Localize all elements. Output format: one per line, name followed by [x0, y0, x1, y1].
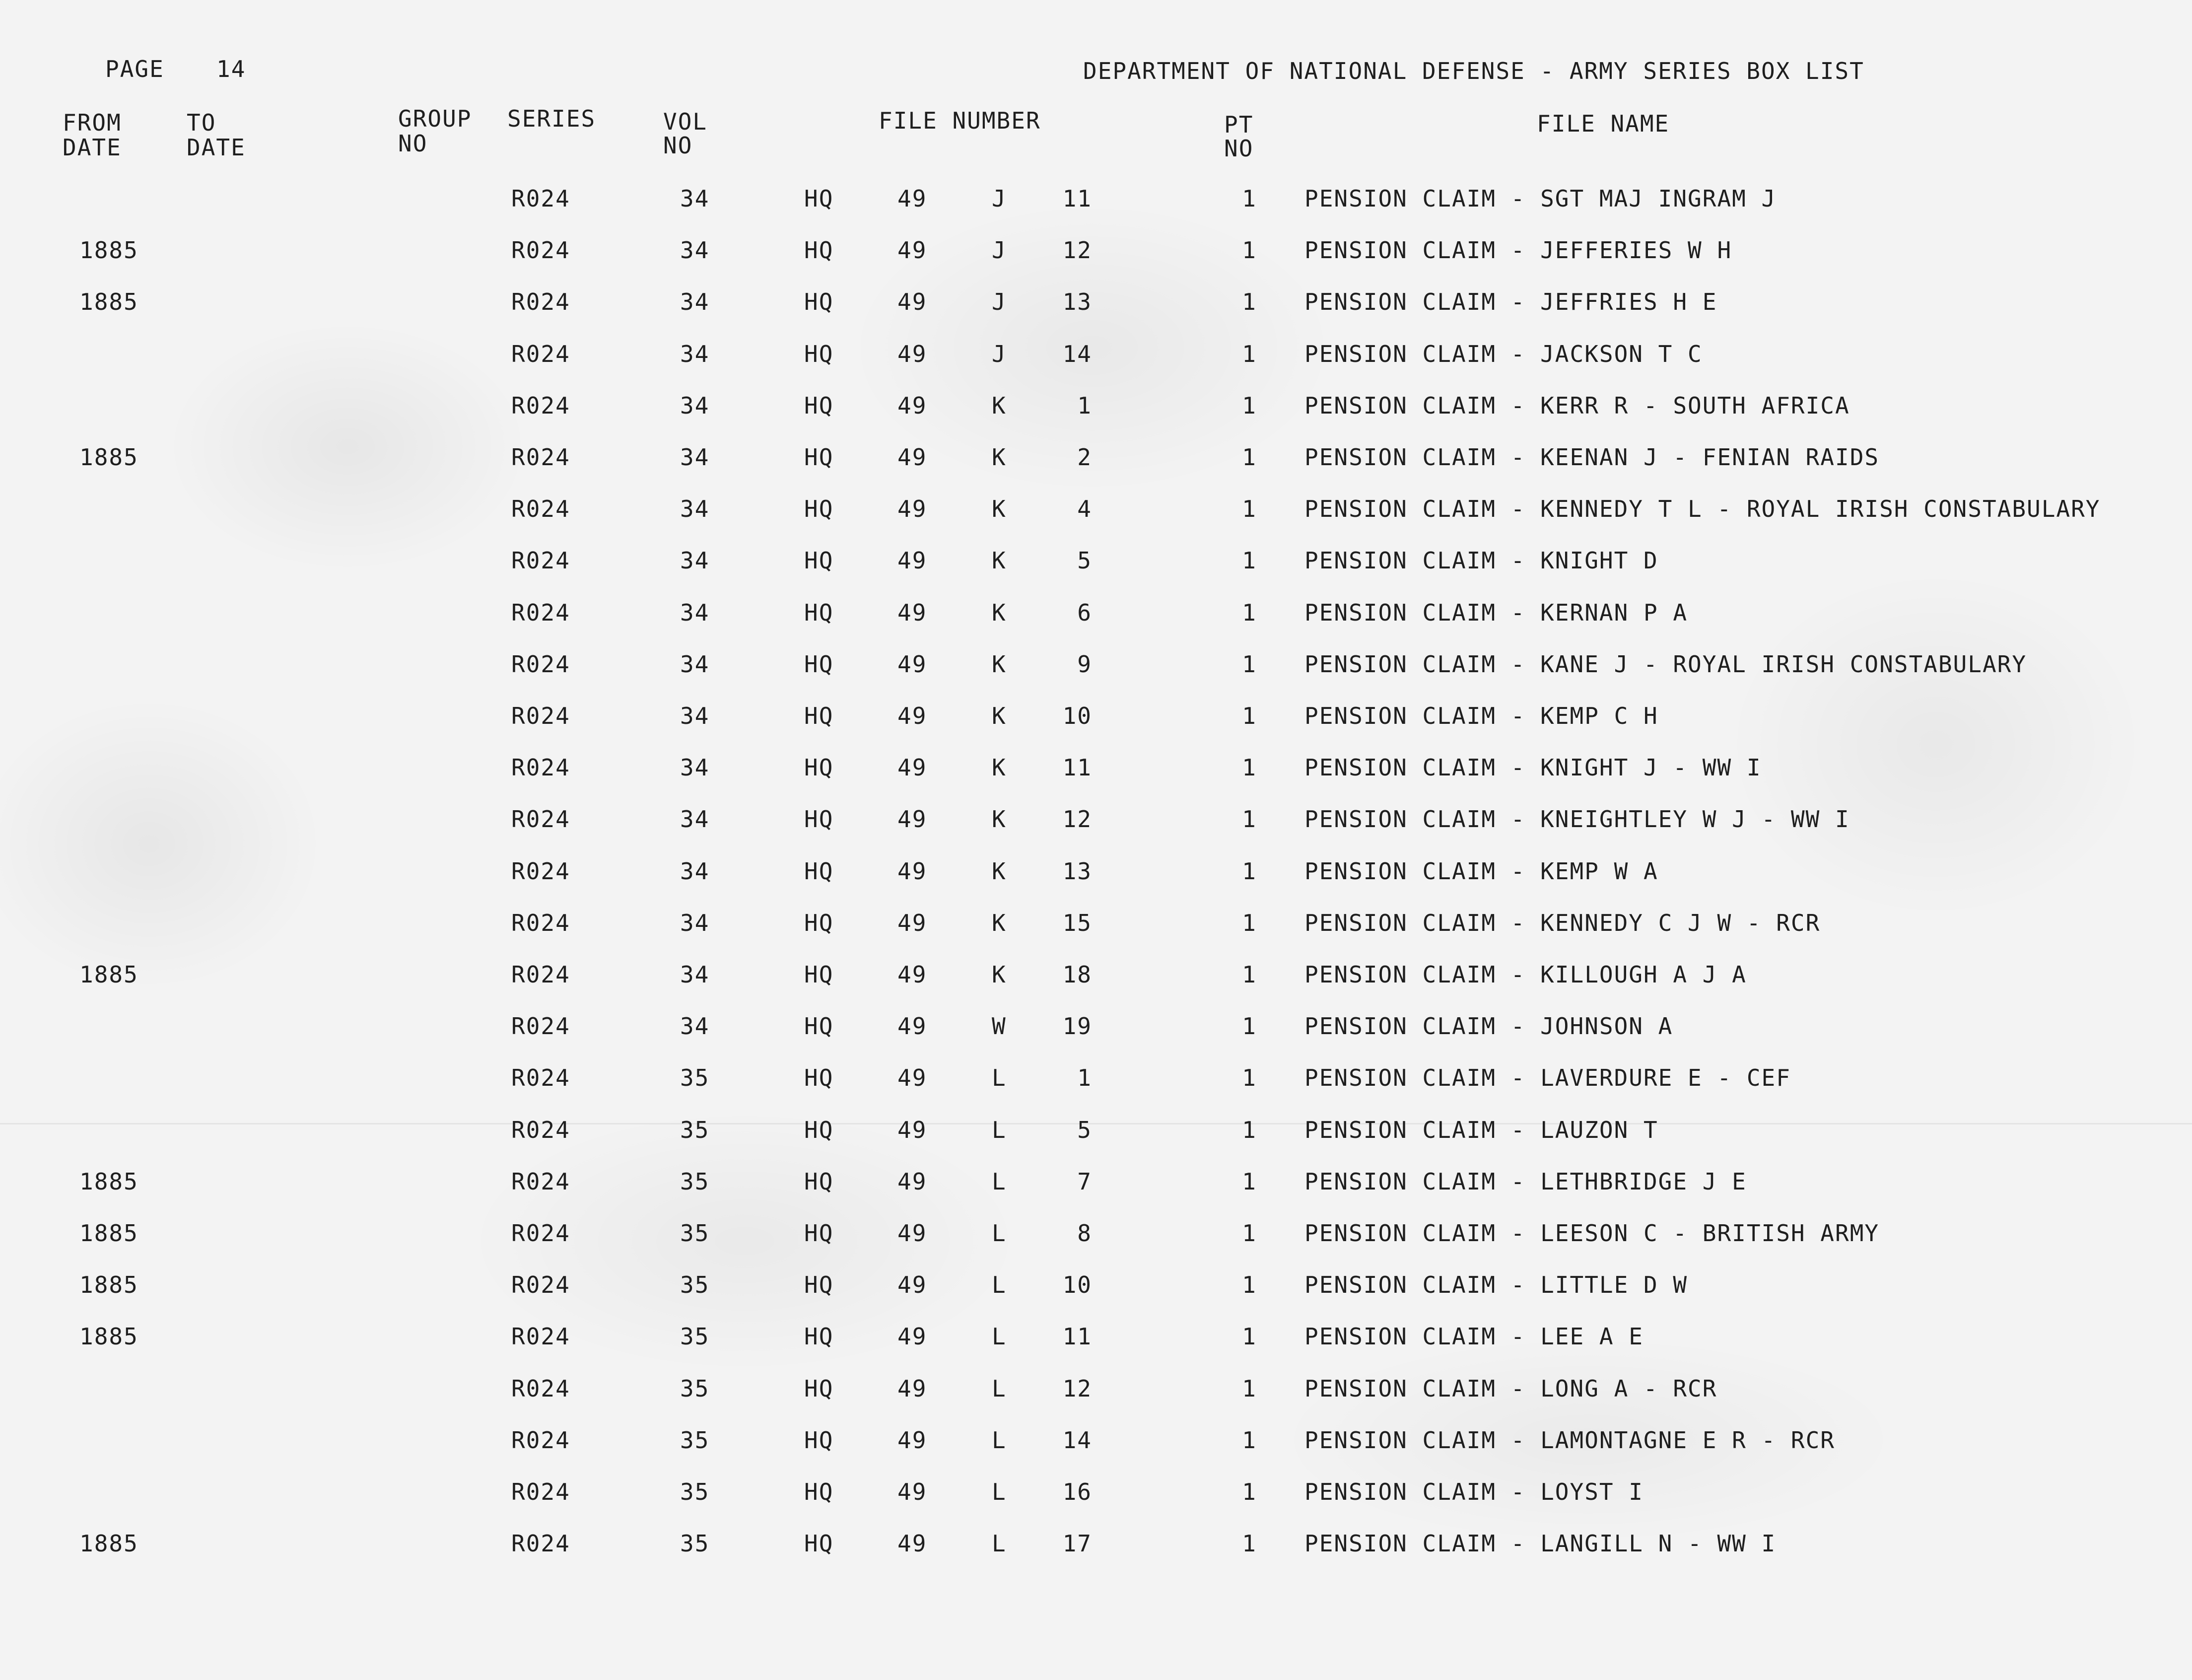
series-cell: R024 [511, 1271, 570, 1299]
file-name-cell: PENSION CLAIM - LONG A - RCR [1304, 1375, 1717, 1402]
table-row [0, 805, 2192, 835]
vol-no-cell: 35 [680, 1323, 710, 1350]
file-group-cell: 49 [897, 495, 927, 523]
file-prefix-cell: HQ [804, 1220, 834, 1247]
file-prefix-cell: HQ [804, 185, 834, 212]
file-name-cell: PENSION CLAIM - LANGILL N - WW I [1304, 1530, 1777, 1557]
pt-no-cell: 1 [1242, 1323, 1257, 1350]
file-seq-cell: 12 [1062, 1375, 1092, 1402]
file-seq-cell: 5 [1077, 547, 1092, 574]
vol-no-cell: 35 [680, 1478, 710, 1505]
pt-no-cell: 1 [1242, 599, 1257, 626]
table-row [0, 961, 2192, 990]
file-name-cell: PENSION CLAIM - KNIGHT J - WW I [1304, 754, 1762, 781]
file-seq-cell: 9 [1077, 650, 1092, 678]
file-name-cell: PENSION CLAIM - LITTLE D W [1304, 1271, 1688, 1299]
file-prefix-cell: HQ [804, 857, 834, 885]
table-row [0, 1375, 2192, 1404]
table-row [0, 1064, 2192, 1094]
file-letter-cell: K [992, 444, 1007, 471]
file-seq-cell: 11 [1062, 185, 1092, 212]
series-cell: R024 [511, 702, 570, 729]
file-name-cell: PENSION CLAIM - LEE A E [1304, 1323, 1644, 1350]
file-letter-cell: L [992, 1220, 1007, 1247]
vol-no-cell: 34 [680, 340, 710, 367]
file-group-cell: 49 [897, 1116, 927, 1143]
table-row [0, 185, 2192, 214]
vol-no-cell: 35 [680, 1116, 710, 1143]
file-seq-cell: 13 [1062, 857, 1092, 885]
file-group-cell: 49 [897, 185, 927, 212]
file-name-cell: PENSION CLAIM - KEMP C H [1304, 702, 1658, 729]
file-name-cell: PENSION CLAIM - JEFFRIES H E [1304, 288, 1717, 316]
file-prefix-cell: HQ [804, 1271, 834, 1299]
file-letter-cell: K [992, 702, 1007, 729]
series-cell: R024 [511, 288, 570, 316]
file-group-cell: 49 [897, 1013, 927, 1040]
table-row [0, 340, 2192, 370]
vol-no-cell: 34 [680, 237, 710, 264]
col-pt-no-line1: PT [1224, 111, 1254, 138]
pt-no-cell: 1 [1242, 1530, 1257, 1557]
vol-no-cell: 35 [680, 1271, 710, 1299]
table-row [0, 288, 2192, 318]
file-prefix-cell: HQ [804, 1013, 834, 1040]
file-letter-cell: L [992, 1064, 1007, 1092]
page-title: DEPARTMENT OF NATIONAL DEFENSE - ARMY SERIES BOX LIST [1083, 58, 1864, 84]
table-row [0, 1271, 2192, 1301]
from-date-cell: 1885 [79, 444, 138, 471]
file-letter-cell: K [992, 547, 1007, 574]
pt-no-cell: 1 [1242, 806, 1257, 833]
file-seq-cell: 5 [1077, 1116, 1092, 1143]
vol-no-cell: 34 [680, 1013, 710, 1040]
file-prefix-cell: HQ [804, 599, 834, 626]
file-seq-cell: 1 [1077, 1064, 1092, 1092]
vol-no-cell: 35 [680, 1530, 710, 1557]
table-row [0, 236, 2192, 266]
file-group-cell: 49 [897, 1271, 927, 1299]
table-row [0, 1012, 2192, 1042]
pt-no-cell: 1 [1242, 650, 1257, 678]
file-letter-cell: K [992, 754, 1007, 781]
file-letter-cell: J [992, 185, 1007, 212]
file-prefix-cell: HQ [804, 547, 834, 574]
pt-no-cell: 1 [1242, 1375, 1257, 1402]
file-letter-cell: K [992, 806, 1007, 833]
table-row [0, 392, 2192, 421]
file-group-cell: 49 [897, 650, 927, 678]
pt-no-cell: 1 [1242, 185, 1257, 212]
pt-no-cell: 1 [1242, 1013, 1257, 1040]
pt-no-cell: 1 [1242, 702, 1257, 729]
file-group-cell: 49 [897, 1530, 927, 1557]
file-prefix-cell: HQ [804, 702, 834, 729]
file-seq-cell: 14 [1062, 1426, 1092, 1454]
vol-no-cell: 34 [680, 702, 710, 729]
file-seq-cell: 18 [1062, 961, 1092, 988]
series-cell: R024 [511, 1064, 570, 1092]
series-cell: R024 [511, 806, 570, 833]
file-seq-cell: 10 [1062, 702, 1092, 729]
vol-no-cell: 35 [680, 1064, 710, 1092]
file-group-cell: 49 [897, 857, 927, 885]
file-name-cell: PENSION CLAIM - KERNAN P A [1304, 599, 1688, 626]
file-seq-cell: 16 [1062, 1478, 1092, 1505]
vol-no-cell: 34 [680, 857, 710, 885]
file-letter-cell: L [992, 1375, 1007, 1402]
file-letter-cell: K [992, 909, 1007, 936]
table-row [0, 857, 2192, 887]
table-row [0, 1530, 2192, 1559]
series-cell: R024 [511, 1013, 570, 1040]
series-cell: R024 [511, 185, 570, 212]
file-prefix-cell: HQ [804, 340, 834, 367]
file-letter-cell: L [992, 1426, 1007, 1454]
series-cell: R024 [511, 1323, 570, 1350]
page-label: PAGE [105, 56, 164, 82]
file-prefix-cell: HQ [804, 909, 834, 936]
file-group-cell: 49 [897, 1323, 927, 1350]
series-cell: R024 [511, 1116, 570, 1143]
col-file-name: FILE NAME [1537, 110, 1670, 137]
from-date-cell: 1885 [79, 1271, 138, 1299]
vol-no-cell: 34 [680, 547, 710, 574]
pt-no-cell: 1 [1242, 237, 1257, 264]
file-prefix-cell: HQ [804, 1116, 834, 1143]
table-row [0, 1168, 2192, 1197]
pt-no-cell: 1 [1242, 444, 1257, 471]
vol-no-cell: 34 [680, 288, 710, 316]
from-date-cell: 1885 [79, 1530, 138, 1557]
series-cell: R024 [511, 1530, 570, 1557]
file-name-cell: PENSION CLAIM - JOHNSON A [1304, 1013, 1673, 1040]
file-group-cell: 49 [897, 1478, 927, 1505]
series-cell: R024 [511, 444, 570, 471]
page-number: 14 [216, 56, 246, 82]
from-date-cell: 1885 [79, 1168, 138, 1195]
vol-no-cell: 34 [680, 961, 710, 988]
pt-no-cell: 1 [1242, 754, 1257, 781]
file-letter-cell: J [992, 340, 1007, 367]
file-letter-cell: K [992, 650, 1007, 678]
table-row [0, 599, 2192, 629]
file-seq-cell: 11 [1062, 754, 1092, 781]
col-group-no-line2: NO [398, 130, 428, 157]
pt-no-cell: 1 [1242, 495, 1257, 523]
file-name-cell: PENSION CLAIM - KERR R - SOUTH AFRICA [1304, 392, 1850, 419]
col-to-date-line1: TO [187, 109, 216, 136]
from-date-cell: 1885 [79, 288, 138, 316]
vol-no-cell: 34 [680, 185, 710, 212]
table-row [0, 754, 2192, 783]
table-row [0, 1323, 2192, 1352]
pt-no-cell: 1 [1242, 1116, 1257, 1143]
col-to-date-line2: DATE [187, 134, 246, 161]
file-letter-cell: J [992, 288, 1007, 316]
table-row [0, 547, 2192, 576]
from-date-cell: 1885 [79, 1323, 138, 1350]
file-group-cell: 49 [897, 702, 927, 729]
file-name-cell: PENSION CLAIM - JEFFERIES W H [1304, 237, 1732, 264]
file-seq-cell: 19 [1062, 1013, 1092, 1040]
file-name-cell: PENSION CLAIM - LOYST I [1304, 1478, 1644, 1505]
file-prefix-cell: HQ [804, 1168, 834, 1195]
file-seq-cell: 12 [1062, 806, 1092, 833]
file-prefix-cell: HQ [804, 444, 834, 471]
file-group-cell: 49 [897, 340, 927, 367]
file-group-cell: 49 [897, 392, 927, 419]
series-cell: R024 [511, 1478, 570, 1505]
file-seq-cell: 14 [1062, 340, 1092, 367]
file-name-cell: PENSION CLAIM - KEENAN J - FENIAN RAIDS [1304, 444, 1880, 471]
table-row [0, 1478, 2192, 1508]
file-name-cell: PENSION CLAIM - KENNEDY C J W - RCR [1304, 909, 1821, 936]
table-row [0, 495, 2192, 525]
pt-no-cell: 1 [1242, 1271, 1257, 1299]
file-prefix-cell: HQ [804, 1478, 834, 1505]
file-letter-cell: K [992, 392, 1007, 419]
file-group-cell: 49 [897, 806, 927, 833]
file-group-cell: 49 [897, 547, 927, 574]
col-pt-no-line2: NO [1224, 135, 1254, 162]
file-letter-cell: K [992, 857, 1007, 885]
vol-no-cell: 34 [680, 754, 710, 781]
file-seq-cell: 1 [1077, 392, 1092, 419]
file-prefix-cell: HQ [804, 1375, 834, 1402]
file-name-cell: PENSION CLAIM - KEMP W A [1304, 857, 1658, 885]
file-group-cell: 49 [897, 444, 927, 471]
series-cell: R024 [511, 1220, 570, 1247]
col-from-date-line1: FROM [63, 109, 122, 136]
pt-no-cell: 1 [1242, 340, 1257, 367]
series-cell: R024 [511, 857, 570, 885]
table-row [0, 1219, 2192, 1249]
pt-no-cell: 1 [1242, 1168, 1257, 1195]
file-prefix-cell: HQ [804, 237, 834, 264]
table-row [0, 650, 2192, 680]
file-group-cell: 49 [897, 754, 927, 781]
pt-no-cell: 1 [1242, 392, 1257, 419]
file-seq-cell: 6 [1077, 599, 1092, 626]
file-group-cell: 49 [897, 961, 927, 988]
file-letter-cell: J [992, 237, 1007, 264]
file-seq-cell: 7 [1077, 1168, 1092, 1195]
col-from-date-line2: DATE [63, 134, 122, 161]
file-seq-cell: 17 [1062, 1530, 1092, 1557]
pt-no-cell: 1 [1242, 1220, 1257, 1247]
file-prefix-cell: HQ [804, 392, 834, 419]
pt-no-cell: 1 [1242, 961, 1257, 988]
pt-no-cell: 1 [1242, 547, 1257, 574]
table-row [0, 1116, 2192, 1146]
col-vol-no-line1: VOL [663, 108, 708, 135]
series-cell: R024 [511, 650, 570, 678]
series-cell: R024 [511, 754, 570, 781]
file-group-cell: 49 [897, 288, 927, 316]
file-prefix-cell: HQ [804, 288, 834, 316]
file-name-cell: PENSION CLAIM - LETHBRIDGE J E [1304, 1168, 1747, 1195]
series-cell: R024 [511, 547, 570, 574]
file-letter-cell: K [992, 599, 1007, 626]
series-cell: R024 [511, 1375, 570, 1402]
file-seq-cell: 12 [1062, 237, 1092, 264]
vol-no-cell: 34 [680, 806, 710, 833]
series-cell: R024 [511, 392, 570, 419]
file-letter-cell: L [992, 1271, 1007, 1299]
file-seq-cell: 13 [1062, 288, 1092, 316]
file-group-cell: 49 [897, 1375, 927, 1402]
file-seq-cell: 2 [1077, 444, 1092, 471]
pt-no-cell: 1 [1242, 1478, 1257, 1505]
pt-no-cell: 1 [1242, 909, 1257, 936]
file-name-cell: PENSION CLAIM - LAVERDURE E - CEF [1304, 1064, 1791, 1092]
table-row [0, 443, 2192, 473]
col-file-number: FILE NUMBER [879, 107, 1041, 134]
col-series: SERIES [507, 105, 596, 132]
file-letter-cell: W [992, 1013, 1007, 1040]
file-letter-cell: K [992, 495, 1007, 523]
vol-no-cell: 34 [680, 392, 710, 419]
file-name-cell: PENSION CLAIM - KNIGHT D [1304, 547, 1658, 574]
file-seq-cell: 8 [1077, 1220, 1092, 1247]
col-vol-no-line2: NO [663, 132, 693, 159]
file-group-cell: 49 [897, 1426, 927, 1454]
file-prefix-cell: HQ [804, 1323, 834, 1350]
vol-no-cell: 35 [680, 1220, 710, 1247]
series-cell: R024 [511, 961, 570, 988]
table-row [0, 1426, 2192, 1456]
series-cell: R024 [511, 1426, 570, 1454]
file-letter-cell: L [992, 1168, 1007, 1195]
pt-no-cell: 1 [1242, 1064, 1257, 1092]
pt-no-cell: 1 [1242, 288, 1257, 316]
file-letter-cell: L [992, 1323, 1007, 1350]
file-seq-cell: 11 [1062, 1323, 1092, 1350]
file-name-cell: PENSION CLAIM - KANE J - ROYAL IRISH CONSTABULARY [1304, 650, 2027, 678]
pt-no-cell: 1 [1242, 1426, 1257, 1454]
file-name-cell: PENSION CLAIM - LEESON C - BRITISH ARMY [1304, 1220, 1880, 1247]
from-date-cell: 1885 [79, 961, 138, 988]
file-group-cell: 49 [897, 237, 927, 264]
vol-no-cell: 34 [680, 444, 710, 471]
file-group-cell: 49 [897, 599, 927, 626]
vol-no-cell: 34 [680, 495, 710, 523]
file-prefix-cell: HQ [804, 1530, 834, 1557]
file-prefix-cell: HQ [804, 650, 834, 678]
vol-no-cell: 34 [680, 650, 710, 678]
file-name-cell: PENSION CLAIM - SGT MAJ INGRAM J [1304, 185, 1777, 212]
file-letter-cell: K [992, 961, 1007, 988]
file-group-cell: 49 [897, 1220, 927, 1247]
from-date-cell: 1885 [79, 1220, 138, 1247]
file-seq-cell: 4 [1077, 495, 1092, 523]
file-prefix-cell: HQ [804, 806, 834, 833]
file-prefix-cell: HQ [804, 961, 834, 988]
file-letter-cell: L [992, 1530, 1007, 1557]
file-prefix-cell: HQ [804, 495, 834, 523]
file-seq-cell: 10 [1062, 1271, 1092, 1299]
file-name-cell: PENSION CLAIM - LAUZON T [1304, 1116, 1658, 1143]
vol-no-cell: 35 [680, 1426, 710, 1454]
file-name-cell: PENSION CLAIM - KENNEDY T L - ROYAL IRISH CONSTABULARY [1304, 495, 2101, 523]
file-name-cell: PENSION CLAIM - JACKSON T C [1304, 340, 1703, 367]
pt-no-cell: 1 [1242, 857, 1257, 885]
series-cell: R024 [511, 1168, 570, 1195]
file-seq-cell: 15 [1062, 909, 1092, 936]
series-cell: R024 [511, 909, 570, 936]
series-cell: R024 [511, 599, 570, 626]
file-group-cell: 49 [897, 1064, 927, 1092]
series-cell: R024 [511, 340, 570, 367]
file-group-cell: 49 [897, 909, 927, 936]
file-name-cell: PENSION CLAIM - KILLOUGH A J A [1304, 961, 1747, 988]
from-date-cell: 1885 [79, 237, 138, 264]
vol-no-cell: 35 [680, 1168, 710, 1195]
file-group-cell: 49 [897, 1168, 927, 1195]
file-prefix-cell: HQ [804, 1426, 834, 1454]
vol-no-cell: 34 [680, 909, 710, 936]
col-group-no-line1: GROUP [398, 105, 472, 132]
series-cell: R024 [511, 495, 570, 523]
series-cell: R024 [511, 237, 570, 264]
file-prefix-cell: HQ [804, 754, 834, 781]
file-prefix-cell: HQ [804, 1064, 834, 1092]
file-name-cell: PENSION CLAIM - KNEIGHTLEY W J - WW I [1304, 806, 1850, 833]
file-letter-cell: L [992, 1478, 1007, 1505]
table-row [0, 909, 2192, 939]
file-letter-cell: L [992, 1116, 1007, 1143]
vol-no-cell: 34 [680, 599, 710, 626]
table-row [0, 702, 2192, 732]
vol-no-cell: 35 [680, 1375, 710, 1402]
file-name-cell: PENSION CLAIM - LAMONTAGNE E R - RCR [1304, 1426, 1835, 1454]
